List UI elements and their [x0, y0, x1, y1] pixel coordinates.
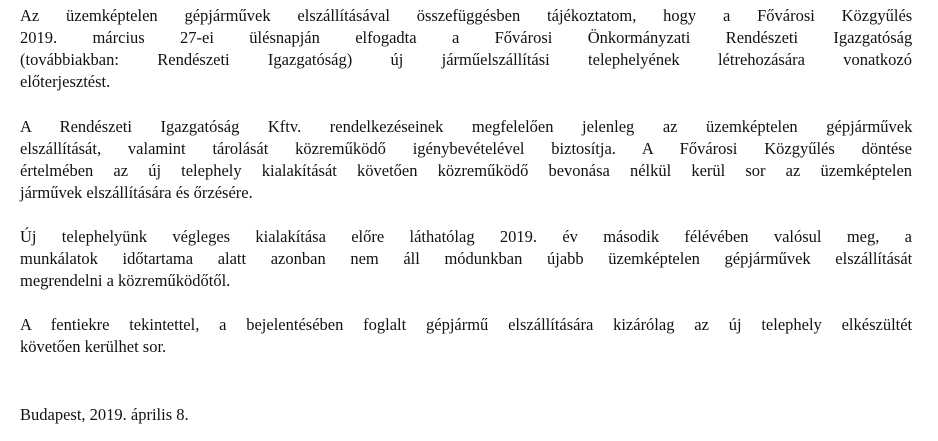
paragraph-line: 2019. március 27-ei ülésnapján elfogadta a Fővárosi Önkormányzati Rendészeti Igazgatóság [20, 28, 913, 47]
paragraph-line: megrendelni a közreműködőtől. [20, 271, 231, 290]
date-line: Budapest, 2019. április 8. [20, 405, 189, 424]
paragraph-line: A fentiekre tekintettel, a bejelentésében foglalt gépjármű elszállítására kizárólag az új telephely elkészültét [20, 315, 913, 334]
paragraph-4 [20, 314, 912, 358]
paragraph-line: Az üzemképtelen gépjárművek elszállításával összefüggésben tájékoztatom, hogy a Fővárosi Közgyűlés [20, 6, 913, 25]
paragraph-3 [20, 226, 912, 292]
paragraph-line: előterjesztést. [20, 72, 111, 91]
paragraph-line: Új telephelyünk végleges kialakítása előre láthatólag 2019. év második félévében valósul meg, a [20, 227, 912, 246]
paragraph-1 [20, 5, 912, 93]
paragraph-line: elszállítását, valamint tárolását közreműködő igénybevételével biztosítja. A Fővárosi Közgyűlés döntése [20, 139, 912, 158]
paragraph-2 [20, 116, 912, 204]
paragraph-line: (továbbiakban: Rendészeti Igazgatóság) új járműelszállítási telephelyének létrehozására vonatkozó [20, 50, 912, 69]
paragraph-line: járművek elszállítására és őrzésére. [20, 183, 253, 202]
paragraph-line: követően kerülhet sor. [20, 337, 167, 356]
paragraph-line: A Rendészeti Igazgatóság Kftv. rendelkezéseinek megfelelően jelenleg az üzemképtelen gépjárművek [20, 117, 913, 136]
paragraph-line: értelmében az új telephely kialakítását követően közreműködő bevonása nélkül kerül sor az üzemképtelen [20, 161, 913, 180]
paragraph-line: munkálatok időtartama alatt azonban nem áll módunkban újabb üzemképtelen gépjárművek elszállítását [20, 249, 913, 268]
